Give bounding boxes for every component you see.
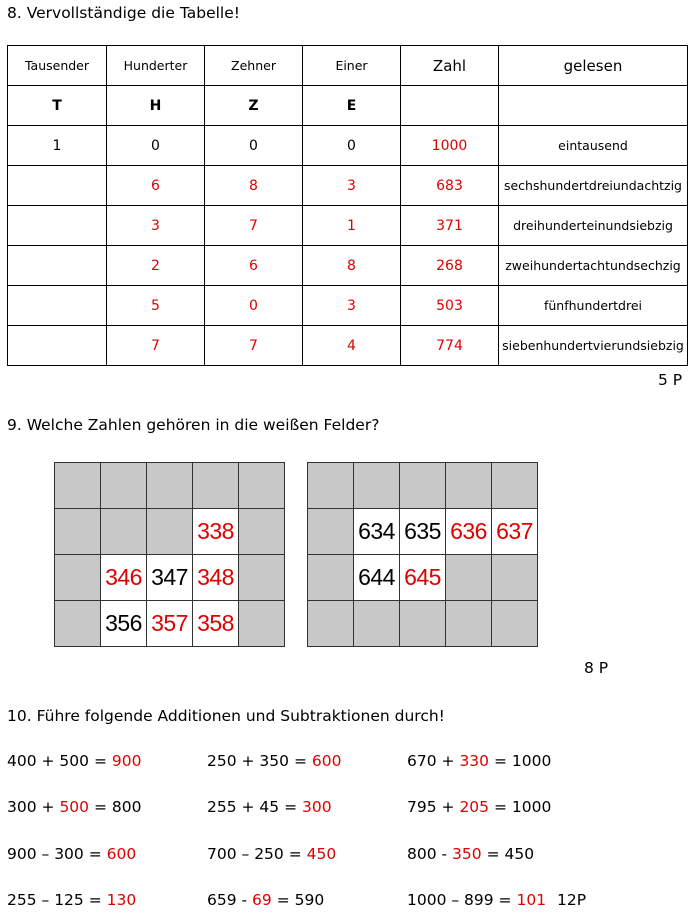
cell-hunderter: 2 [107,246,205,286]
grid-cell [239,509,285,555]
grid-cell [239,555,285,601]
place-value-table [7,45,688,366]
equation-part: 255 + 45 = [207,798,302,816]
cell-gelesen: fünfhundertdrei [499,286,688,326]
cell-einer: 8 [303,246,401,286]
grid-cell-answer: 358 [193,601,239,647]
header-zehner: Zehner [205,46,303,86]
grid-cell [147,463,193,509]
letter-h: H [107,86,205,126]
equation [407,891,546,909]
header-gelesen: gelesen [499,46,688,86]
cell-tausender [8,166,107,206]
grid-cell [308,509,354,555]
equation-answer: 500 [59,798,90,816]
grid-cell [55,601,101,647]
table-row [8,206,688,246]
grid-cell [446,601,492,647]
equation-answer: 300 [302,798,332,816]
grid-cell [446,555,492,601]
letter-z: Z [205,86,303,126]
cell-hunderter: 6 [107,166,205,206]
equation-part: 255 – 125 = [7,891,107,909]
equation-part: 250 + 350 = [207,752,312,770]
equation-part: = 590 [271,891,325,909]
number-grid-left [54,462,285,647]
grid-cell [55,463,101,509]
equation [207,891,324,909]
table-row [8,286,688,326]
task9-points: 8 P [584,659,609,677]
grid-cell [492,463,538,509]
cell-einer: 1 [303,206,401,246]
equation-part: 1000 – 899 = [407,891,517,909]
grid-cell [101,463,147,509]
cell-zahl: 1000 [401,126,499,166]
grid-cell [446,463,492,509]
grid-cell [193,463,239,509]
equation [7,752,141,770]
letter-empty [401,86,499,126]
grid-cell [308,463,354,509]
task8-heading: 8. Vervollständige die Tabelle! [7,4,240,22]
grid-cell [147,509,193,555]
equation-part: 700 – 250 = [207,845,307,863]
cell-tausender [8,206,107,246]
equation-part: = 450 [481,845,535,863]
cell-zehner: 8 [205,166,303,206]
equation-answer: 205 [459,798,490,816]
grid-cell [308,601,354,647]
grid-cell-given: 347 [147,555,193,601]
cell-zehner: 7 [205,326,303,366]
equation-part: = 800 [89,798,142,816]
grid-cell [492,555,538,601]
grid-cell-answer: 637 [492,509,538,555]
cell-gelesen: eintausend [499,126,688,166]
grid-cell [239,601,285,647]
equation-answer: 900 [111,752,142,770]
equation [407,752,551,770]
grid-cell [400,463,446,509]
equation-part: 900 – 300 = [7,845,107,863]
grid-cell-answer: 346 [101,555,147,601]
grid-cell-answer: 645 [400,555,446,601]
equation [407,798,551,816]
grid-cell [308,555,354,601]
task10-heading: 10. Führe folgende Additionen und Subtraktionen durch! [7,707,445,725]
cell-zehner: 7 [205,206,303,246]
grid-cell-answer: 338 [193,509,239,555]
equation [7,798,141,816]
cell-hunderter: 7 [107,326,205,366]
equation-answer: 450 [306,845,337,863]
equation-part: 300 + [7,798,60,816]
cell-hunderter: 3 [107,206,205,246]
letter-t: T [8,86,107,126]
equation-answer: 101 [516,891,547,909]
equation-part: 659 - [207,891,253,909]
grid-cell [55,555,101,601]
grid-cell [354,463,400,509]
equation-part: = 1000 [489,798,552,816]
grid-cell [400,601,446,647]
cell-einer: 3 [303,166,401,206]
task8-points: 5 P [658,371,683,389]
cell-gelesen: dreihunderteinundsiebzig [499,206,688,246]
equation-answer: 130 [106,891,137,909]
cell-hunderter: 0 [107,126,205,166]
grid-cell-given: 644 [354,555,400,601]
header-zahl: Zahl [401,46,499,86]
cell-zahl: 371 [401,206,499,246]
cell-hunderter: 5 [107,286,205,326]
cell-gelesen: siebenhundertvierundsiebzig [499,326,688,366]
number-grid-right [307,462,538,647]
equation [7,891,136,909]
header-tausender: Tausender [8,46,107,86]
equation [407,845,534,863]
equation-part: 400 + 500 = [7,752,112,770]
equation-part: = 1000 [489,752,552,770]
equation-part: 670 + [407,752,460,770]
grid-cell [492,601,538,647]
cell-gelesen: sechshundertdreiundachtzig [499,166,688,206]
cell-zahl: 774 [401,326,499,366]
equation [207,798,332,816]
task10-points: 12P [557,891,587,909]
grid-cell-answer: 348 [193,555,239,601]
cell-zahl: 268 [401,246,499,286]
letter-empty [499,86,688,126]
cell-tausender [8,326,107,366]
letter-e: E [303,86,401,126]
grid-cell-given: 635 [400,509,446,555]
cell-zahl: 683 [401,166,499,206]
cell-tausender [8,246,107,286]
equation-answer: 330 [459,752,490,770]
task9-heading: 9. Welche Zahlen gehören in die weißen Felder? [7,416,380,434]
table-row [8,126,688,166]
equation-part: 795 + [407,798,460,816]
cell-zehner: 0 [205,126,303,166]
table-letter-row [8,86,688,126]
cell-gelesen: zweihundertachtundsechzig [499,246,688,286]
equation [7,845,136,863]
equation-answer: 350 [452,845,482,863]
header-hunderter: Hunderter [107,46,205,86]
grid-cell [354,601,400,647]
grid-cell-answer: 636 [446,509,492,555]
grid-cell [101,509,147,555]
table-row [8,166,688,206]
grid-cell [55,509,101,555]
grid-cell-given: 634 [354,509,400,555]
cell-zahl: 503 [401,286,499,326]
cell-einer: 0 [303,126,401,166]
cell-tausender [8,286,107,326]
equation [207,845,336,863]
equation [207,752,341,770]
equation-part: 800 - [407,845,453,863]
cell-zehner: 0 [205,286,303,326]
equation-answer: 600 [311,752,342,770]
table-row [8,326,688,366]
equation-answer: 600 [106,845,137,863]
cell-tausender: 1 [8,126,107,166]
cell-zehner: 6 [205,246,303,286]
grid-cell-given: 356 [101,601,147,647]
table-header-row [8,46,688,86]
cell-einer: 4 [303,326,401,366]
grid-cell-answer: 357 [147,601,193,647]
equation-answer: 69 [252,891,272,909]
grid-cell [239,463,285,509]
cell-einer: 3 [303,286,401,326]
table-row [8,246,688,286]
header-einer: Einer [303,46,401,86]
